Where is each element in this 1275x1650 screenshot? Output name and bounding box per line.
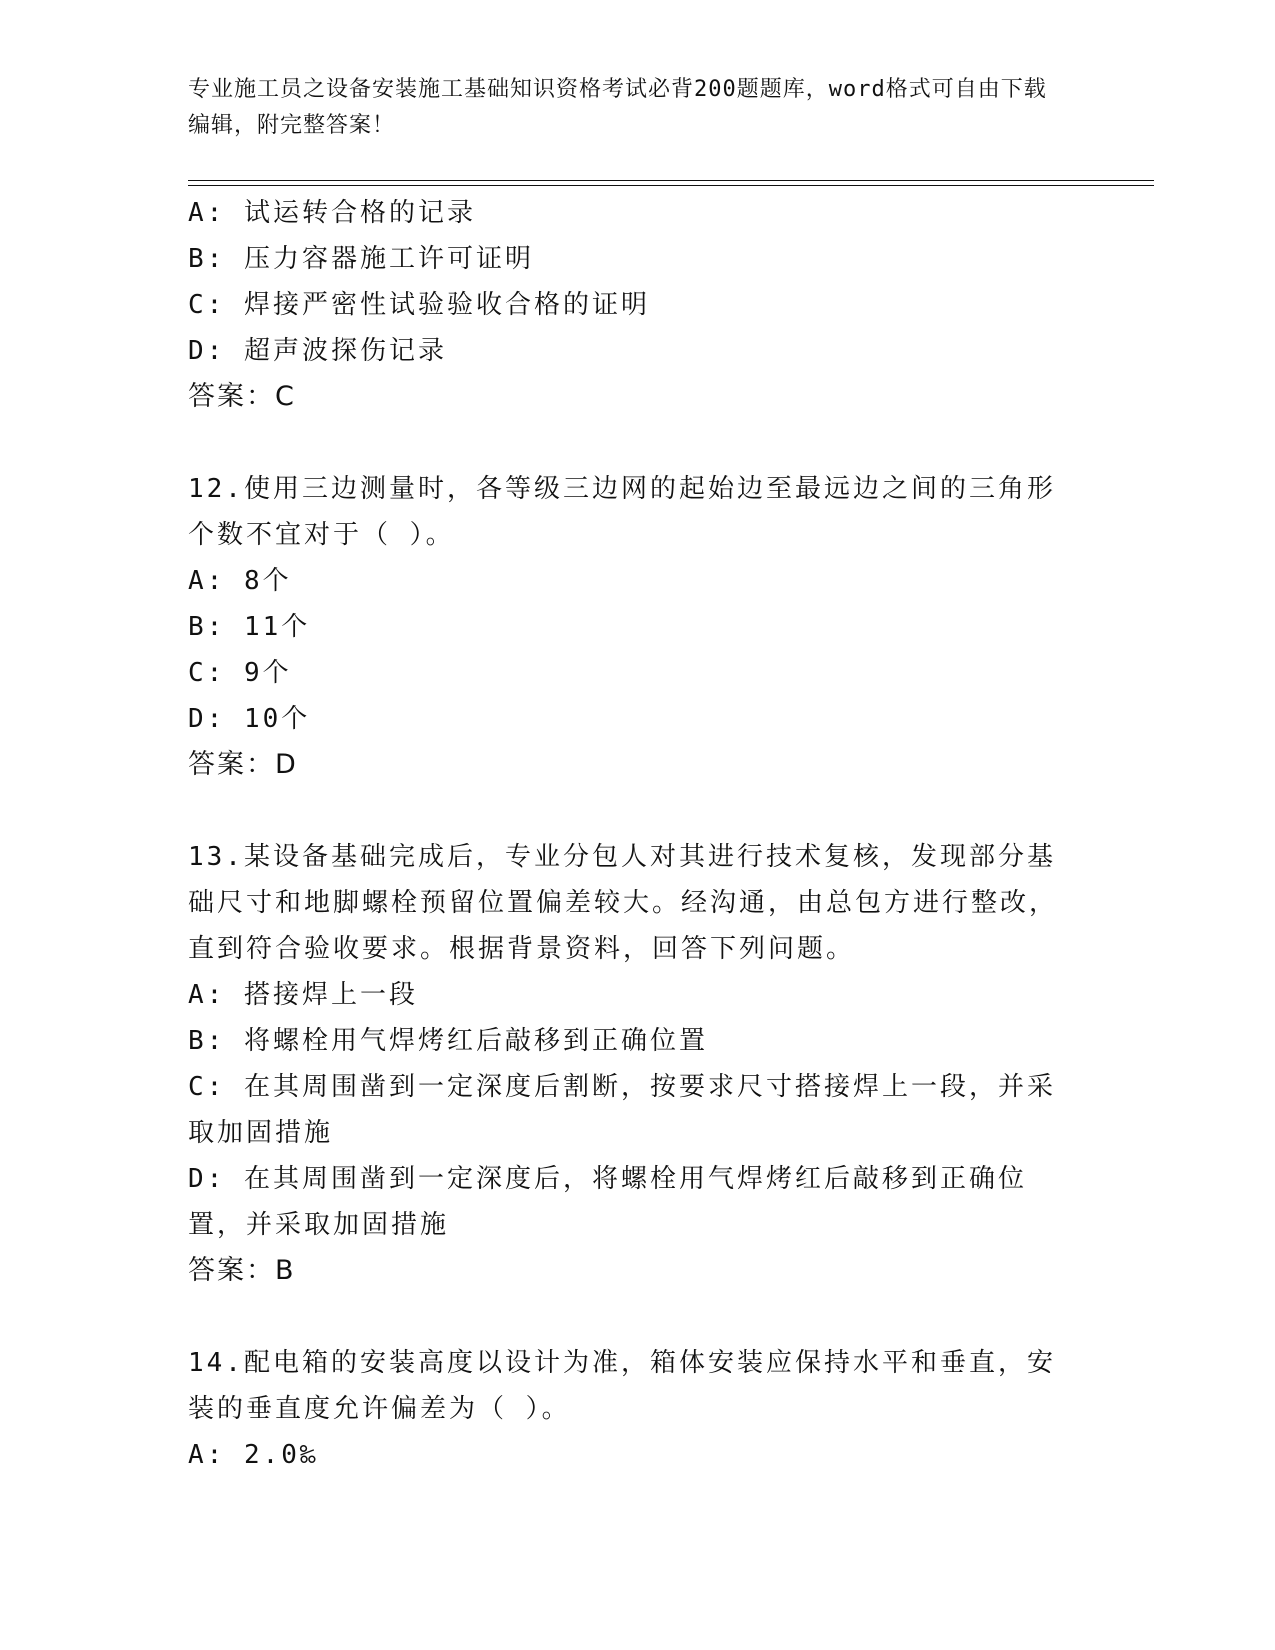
spacer bbox=[188, 420, 1068, 466]
option-a: A: 搭接焊上一段 bbox=[188, 980, 418, 1010]
option-c: C: 9个 bbox=[188, 658, 292, 688]
option-d: D: 10个 bbox=[188, 704, 311, 734]
header-rule-top bbox=[188, 180, 1154, 181]
question-text: 13.某设备基础完成后，专业分包人对其进行技术复核，发现部分基础尺寸和地脚螺栓预留位置偏差较大。经沟通，由总包方进行整改，直到符合验收要求。根据背景资料，回答下列问题。 bbox=[188, 842, 1059, 964]
spacer bbox=[188, 788, 1068, 834]
option-a: A: 试运转合格的记录 bbox=[188, 198, 476, 228]
answer-label: 答案：B bbox=[188, 1255, 296, 1286]
option-c: C: 焊接严密性试验验收合格的证明 bbox=[188, 290, 650, 320]
option-b: B: 将螺栓用气焊烤红后敲移到正确位置 bbox=[188, 1026, 708, 1056]
question-14 bbox=[188, 1340, 1068, 1478]
answer-label: 答案：C bbox=[188, 381, 296, 412]
question-content bbox=[188, 190, 1068, 1478]
question-11 bbox=[188, 190, 1068, 420]
answer-label: 答案：D bbox=[188, 749, 298, 780]
option-a: A: 8个 bbox=[188, 566, 292, 596]
spacer bbox=[188, 1294, 1068, 1340]
option-d: D: 超声波探伤记录 bbox=[188, 336, 447, 366]
option-b: B: 11个 bbox=[188, 612, 311, 642]
question-13 bbox=[188, 834, 1068, 1294]
option-d: D: 在其周围凿到一定深度后，将螺栓用气焊烤红后敲移到正确位置，并采取加固措施 bbox=[188, 1164, 1027, 1240]
question-text: 14.配电箱的安装高度以设计为准，箱体安装应保持水平和垂直，安装的垂直度允许偏差为（ ）。 bbox=[188, 1348, 1056, 1424]
option-b: B: 压力容器施工许可证明 bbox=[188, 244, 534, 274]
question-12 bbox=[188, 466, 1068, 788]
question-text: 12.使用三边测量时，各等级三边网的起始边至最远边之间的三角形个数不宜对于（ ）。 bbox=[188, 474, 1056, 550]
option-c: C: 在其周围凿到一定深度后割断，按要求尺寸搭接焊上一段，并采取加固措施 bbox=[188, 1072, 1056, 1148]
document-header: 专业施工员之设备安装施工基础知识资格考试必背200题题库，word格式可自由下载编辑，附完整答案！ bbox=[188, 77, 1047, 138]
header-rule-bottom bbox=[188, 185, 1154, 186]
option-a: A: 2.0‰ bbox=[188, 1440, 319, 1470]
